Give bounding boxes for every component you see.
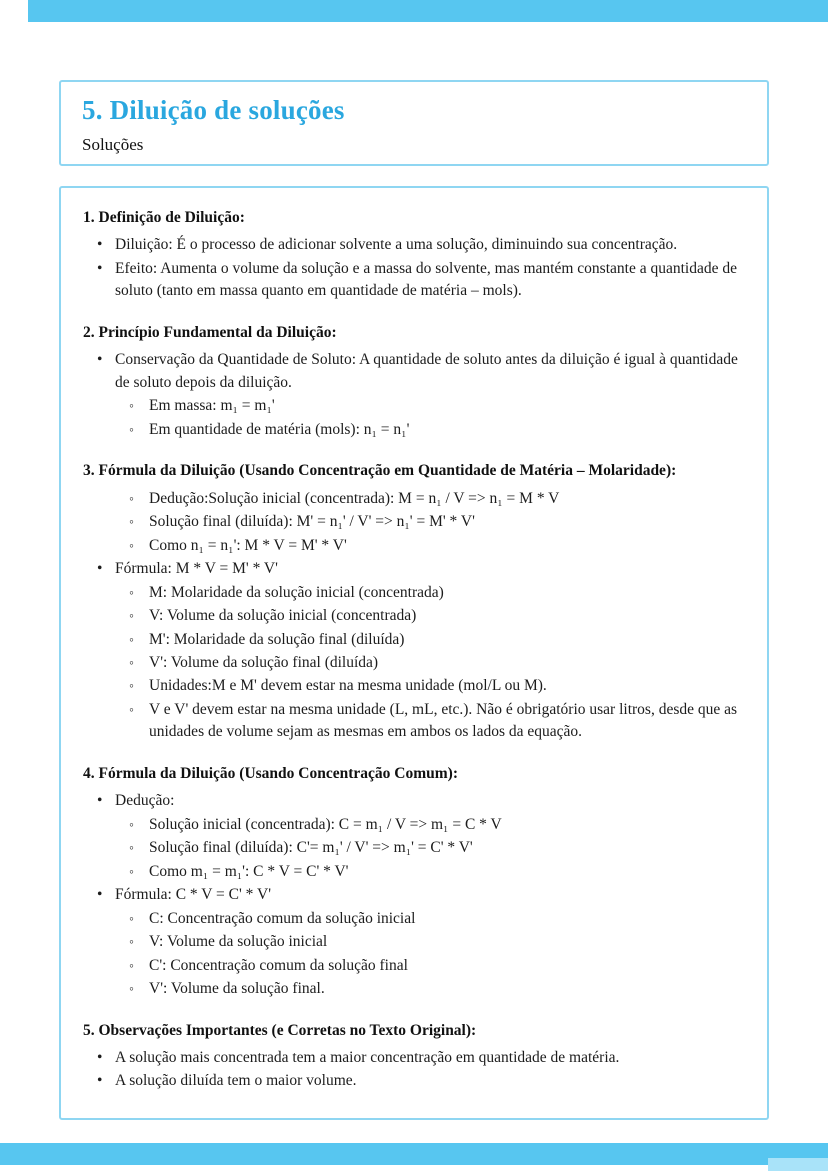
section-heading: 5. Observações Importantes (e Corretas no Texto Original):	[83, 1021, 477, 1039]
list-item: ◦ V': Volume da solução final (diluída)	[83, 652, 745, 674]
list-item: ◦ Solução inicial (concentrada): C = m₁ / V => m₁ = C * V	[83, 814, 745, 836]
list-item: ◦ C': Concentração comum da solução final	[83, 955, 745, 977]
bottom-decor-accent	[768, 1158, 828, 1171]
list-item: • Dedução:	[83, 790, 745, 812]
section-principio	[83, 322, 745, 441]
list-item: • Fórmula: C * V = C' * V'	[83, 884, 745, 906]
section-observacoes	[83, 1020, 745, 1093]
list-item: ◦ Dedução:Solução inicial (concentrada): M = n₁ / V => n₁ = M * V	[83, 488, 745, 510]
list-item: ◦ V: Volume da solução inicial (concentrada)	[83, 605, 745, 627]
list-item: ◦ Unidades:M e M' devem estar na mesma unidade (mol/L ou M).	[83, 675, 745, 697]
content-card	[59, 186, 769, 1120]
list-item: ◦ Em quantidade de matéria (mols): n₁ = n₁'	[83, 419, 745, 441]
list-item: ◦ Como m₁ = m₁': C * V = C' * V'	[83, 861, 745, 883]
list-item: ◦ M: Molaridade da solução inicial (concentrada)	[83, 582, 745, 604]
list-item: ◦ Em massa: m₁ = m₁'	[83, 395, 745, 417]
section-formula-molaridade	[83, 460, 745, 744]
page-title: 5. Diluição de soluções	[82, 95, 345, 125]
list-item: ◦ V e V' devem estar na mesma unidade (L, mL, etc.). Não é obrigatório usar litros, desde que as unidades de volume sejam as mesmas em ambos os lados da equação.	[83, 699, 745, 744]
list-item: ◦ Solução final (diluída): M' = n₁' / V' => n₁' = M' * V'	[83, 511, 745, 533]
list-item: ◦ M': Molaridade da solução final (diluída)	[83, 629, 745, 651]
list-item: • Efeito: Aumenta o volume da solução e a massa do solvente, mas mantém constante a quantidade de soluto (tanto em massa quanto em quantidade de matéria – mols).	[83, 258, 745, 303]
list-item: ◦ C: Concentração comum da solução inicial	[83, 908, 745, 930]
top-decor-bar	[28, 0, 828, 22]
section-heading: 4. Fórmula da Diluição (Usando Concentração Comum):	[83, 764, 458, 782]
title-card	[59, 80, 769, 166]
list-item: ◦ Solução final (diluída): C'= m₁' / V' => m₁' = C' * V'	[83, 837, 745, 859]
list-item: ◦ V: Volume da solução inicial	[83, 931, 745, 953]
list-item: • Fórmula: M * V = M' * V'	[83, 558, 745, 580]
list-item: • A solução mais concentrada tem a maior concentração em quantidade de matéria.	[83, 1047, 745, 1069]
bottom-decor-bar	[0, 1143, 828, 1165]
list-item: • A solução diluída tem o maior volume.	[83, 1070, 745, 1092]
list-item: • Diluição: É o processo de adicionar solvente a uma solução, diminuindo sua concentração.	[83, 234, 745, 256]
page-subtitle: Soluções	[82, 135, 144, 154]
section-definicao	[83, 207, 745, 303]
list-item: • Conservação da Quantidade de Soluto: A quantidade de soluto antes da diluição é igual à quantidade de soluto depois da diluição.	[83, 349, 745, 394]
list-item: ◦ Como n₁ = n₁': M * V = M' * V'	[83, 535, 745, 557]
section-formula-comum	[83, 763, 745, 1001]
list-item: ◦ V': Volume da solução final.	[83, 978, 745, 1000]
section-heading: 2. Princípio Fundamental da Diluição:	[83, 323, 337, 341]
section-heading: 3. Fórmula da Diluição (Usando Concentração em Quantidade de Matéria – Molaridade):	[83, 462, 677, 480]
section-heading: 1. Definição de Diluição:	[83, 209, 245, 226]
